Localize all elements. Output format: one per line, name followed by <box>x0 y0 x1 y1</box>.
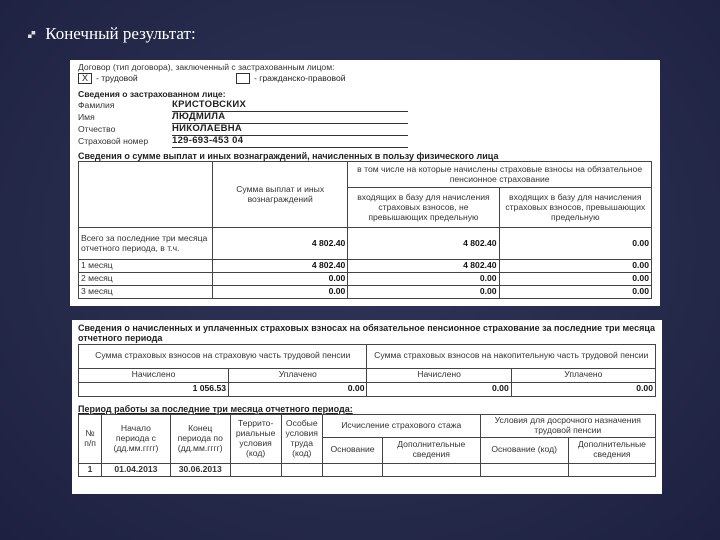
col-below: входящих в базу для начисления страховых взносов, не превышающих предельную <box>348 188 499 228</box>
cell-above: 0.00 <box>499 272 651 285</box>
cell-num: 1 <box>79 463 102 476</box>
cell-sum: 0.00 <box>213 285 348 298</box>
row-label: 3 месяц <box>79 285 213 298</box>
payments-heading: Сведения о сумме выплат и иных вознаграждений, начисленных в пользу физического лица <box>78 150 499 161</box>
funded-paid: 0.00 <box>511 382 655 396</box>
name-value: ЛЮДМИЛА <box>172 112 408 124</box>
cell-above: 0.00 <box>499 228 651 260</box>
col-calc: Исчисление страхового стажа <box>323 415 481 438</box>
cell-sum: 4 802.40 <box>213 260 348 273</box>
insurance-accrued: 1 056.53 <box>79 382 229 396</box>
col-sum: Сумма выплат и иных вознаграждений <box>213 162 348 228</box>
col-num: № п/п <box>79 415 102 464</box>
field-label: Фамилия <box>78 99 115 110</box>
cell-above: 0.00 <box>499 260 651 273</box>
labor-label: - трудовой <box>96 72 138 83</box>
cell-below: 4 802.40 <box>348 228 499 260</box>
field-label: Страховой номер <box>78 135 149 146</box>
contributions-panel <box>72 320 662 494</box>
slide-title-text: Конечный результат: <box>45 24 196 43</box>
cell-below: 4 802.40 <box>348 260 499 273</box>
row-label: 2 месяц <box>79 272 213 285</box>
insured-heading: Сведения о застрахованном лице: <box>78 88 226 99</box>
accrued-header: Начислено <box>367 368 511 382</box>
patronymic-value: НИКОЛАЕВНА <box>172 124 408 136</box>
funded-part-header: Сумма страховых взносов на накопительную часть трудовой пенсии <box>367 344 656 368</box>
accrued-header: Начислено <box>79 368 229 382</box>
bullet-icon: 🙾 <box>28 26 36 41</box>
insured-info-panel <box>70 60 660 306</box>
funded-accrued: 0.00 <box>367 382 511 396</box>
contributions-table <box>78 344 656 397</box>
col-early: Условия для досрочного назначения трудовой пенсии <box>480 415 655 438</box>
table-row <box>79 272 652 285</box>
insurance-part-header: Сумма страховых взносов на страховую часть трудовой пенсии <box>79 344 367 368</box>
field-label: Имя <box>78 111 95 122</box>
cell-below: 0.00 <box>348 285 499 298</box>
table-row <box>79 463 656 476</box>
cell-below: 0.00 <box>348 272 499 285</box>
cell-sum: 0.00 <box>213 272 348 285</box>
cell-above: 0.00 <box>499 285 651 298</box>
insurance-number-value: 129-693-453 04 <box>172 136 408 148</box>
payments-table <box>78 161 652 299</box>
table-row <box>79 260 652 273</box>
col-extra: Дополнительные сведения <box>383 437 481 463</box>
paid-header: Уплачено <box>511 368 655 382</box>
table-row <box>79 228 652 260</box>
period-table <box>78 414 656 477</box>
field-label: Отчество <box>78 123 116 134</box>
table-row <box>79 285 652 298</box>
col-extra2: Дополнительные сведения <box>568 437 655 463</box>
col-above: входящих в базу для начисления страховых взносов, превышающих предельную <box>499 188 651 228</box>
paid-header: Уплачено <box>229 368 367 382</box>
civil-checkbox[interactable] <box>236 73 250 84</box>
civil-label: - гражданско-правовой <box>254 72 346 83</box>
col-group: в том числе на которые начислены страховые взносы на обязательное пенсионное страхование <box>348 162 652 188</box>
col-end: Конец периода по (дд.мм.гггг) <box>170 415 230 464</box>
row-label: 1 месяц <box>79 260 213 273</box>
row-label: Всего за последние три месяца отчетного периода, в т.ч. <box>79 228 213 260</box>
slide-title <box>28 24 196 44</box>
contributions-heading: Сведения о начисленных и уплаченных страховых взносах на обязательное пенсионное страхование за последние три месяца отчетного периода <box>78 323 655 344</box>
insurance-paid: 0.00 <box>229 382 367 396</box>
col-basis-code: Основание (код) <box>480 437 568 463</box>
col-special: Особые условия труда (код) <box>281 415 323 464</box>
cell-sum: 4 802.40 <box>213 228 348 260</box>
labor-checkbox[interactable]: X <box>78 73 92 84</box>
period-heading: Период работы за последние три месяца отчетного периода: <box>78 403 353 414</box>
cell-end: 30.06.2013 <box>170 463 230 476</box>
surname-value: КРИСТОВСКИХ <box>172 100 408 112</box>
cell-start: 01.04.2013 <box>102 463 171 476</box>
col-basis: Основание <box>323 437 383 463</box>
col-territorial: Террито-риальные условия (код) <box>230 415 281 464</box>
contract-label: Договор (тип договора), заключенный с застрахованным лицом: <box>78 62 335 72</box>
col-start: Начало периода с (дд.мм.гггг) <box>102 415 171 464</box>
